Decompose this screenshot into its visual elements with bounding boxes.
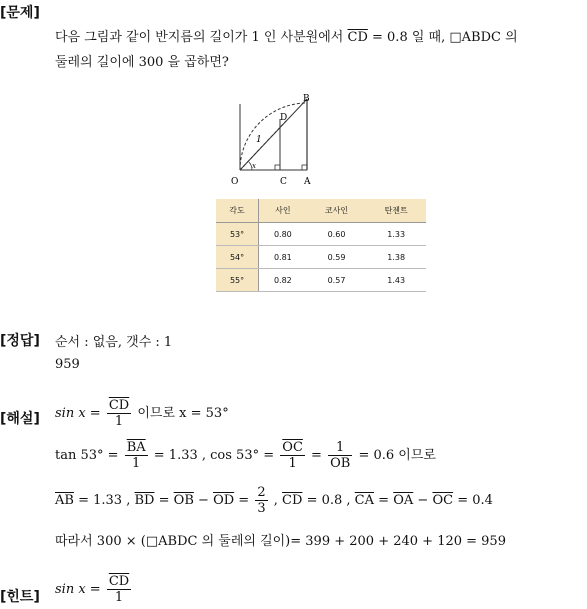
segment-cd: $\overline{CD}$ (347, 30, 368, 45)
table-row (216, 269, 426, 292)
solution-line-1: sin x = $\frac{\overline{CD}}{1}$ 이므로 x = 53° (55, 398, 229, 429)
problem-text-2: = 0.8 일 때, □ABDC 의 (372, 30, 518, 45)
problem-line-1 (55, 26, 518, 45)
answer-label: [정답] (0, 333, 40, 349)
fraction: $\frac{\overline{BA}}{1}$ (126, 440, 146, 471)
table-row (216, 246, 426, 269)
table-cell: 53° (216, 223, 259, 246)
table-cell: 1.43 (366, 269, 426, 292)
trig-table (216, 199, 426, 292)
problem-line-2: 둘레의 길이에 300 을 곱하면? (55, 55, 229, 70)
fraction: $\frac{\overline{CD}}{1}$ (108, 574, 130, 605)
right-angle-a (302, 165, 307, 170)
table-cell: 0.80 (259, 223, 307, 246)
point-label-c: C (280, 177, 287, 187)
solution-line-2: tan 53° = $\frac{\overline{BA}}{1}$ = 1.33 , cos 53° = $\frac{\overline{OC}}{1}$ = $\frac{1}{OB}$ = 0.6 이므로 (55, 440, 436, 471)
fraction: $\frac{\overline{OC}}{1}$ (282, 440, 303, 471)
solution-label: [해설] (0, 411, 40, 427)
point-label-d: D (280, 113, 288, 123)
problem-text-1: 다음 그림과 같이 반지름의 길이가 1 인 사분원에서 (55, 30, 344, 45)
fraction: $\frac{\overline{CD}}{1}$ (108, 398, 130, 429)
point-label-a: A (304, 177, 311, 187)
table-cell: 0.57 (307, 269, 367, 292)
table-cell: 54° (216, 246, 259, 269)
table-row (216, 223, 426, 246)
point-label-o: O (231, 177, 239, 187)
answer-line-1: 순서 : 없음, 갯수 : 1 (55, 335, 173, 350)
fraction: $\frac{1}{OB}$ (330, 440, 351, 471)
header-cosine: 코사인 (307, 199, 367, 223)
table-cell: 0.59 (307, 246, 367, 269)
table-cell: 0.82 (259, 269, 307, 292)
label-radius: 1 (256, 135, 262, 145)
solution-line-3: $\overline{AB} = 1.33$ , $\overline{BD} = \overline{OB} - \overline{OD}$ = $\frac{2}{3}$ , $\overline{CD} = 0.8$ , $\overline{CA} = \overline{OA} - \overline{OC} = 0.4$ (55, 485, 493, 516)
solution-line-4: 따라서 300 × (□ABDC 의 둘레의 길이)= 399 + 200 + 240 + 120 = 959 (55, 534, 506, 549)
quarter-circle-figure (228, 92, 338, 187)
point-label-b: B (303, 94, 310, 104)
hint-line: sin x = $\frac{\overline{CD}}{1}$ (55, 574, 130, 605)
table-header-row (216, 199, 426, 223)
hint-label: [힌트] (0, 589, 40, 605)
table-cell: 0.81 (259, 246, 307, 269)
header-angle: 각도 (216, 199, 259, 223)
table-cell: 55° (216, 269, 259, 292)
problem-label: [문제] (0, 5, 40, 21)
fraction: $\frac{2}{3}$ (257, 485, 266, 516)
right-angle-c (275, 165, 280, 170)
header-tangent: 탄젠트 (366, 199, 426, 223)
table-cell: 1.38 (366, 246, 426, 269)
table-cell: 1.33 (366, 223, 426, 246)
table-cell: 0.60 (307, 223, 367, 246)
answer-line-2: 959 (55, 357, 80, 372)
label-angle-x: x (252, 162, 256, 170)
header-sine: 사인 (259, 199, 307, 223)
